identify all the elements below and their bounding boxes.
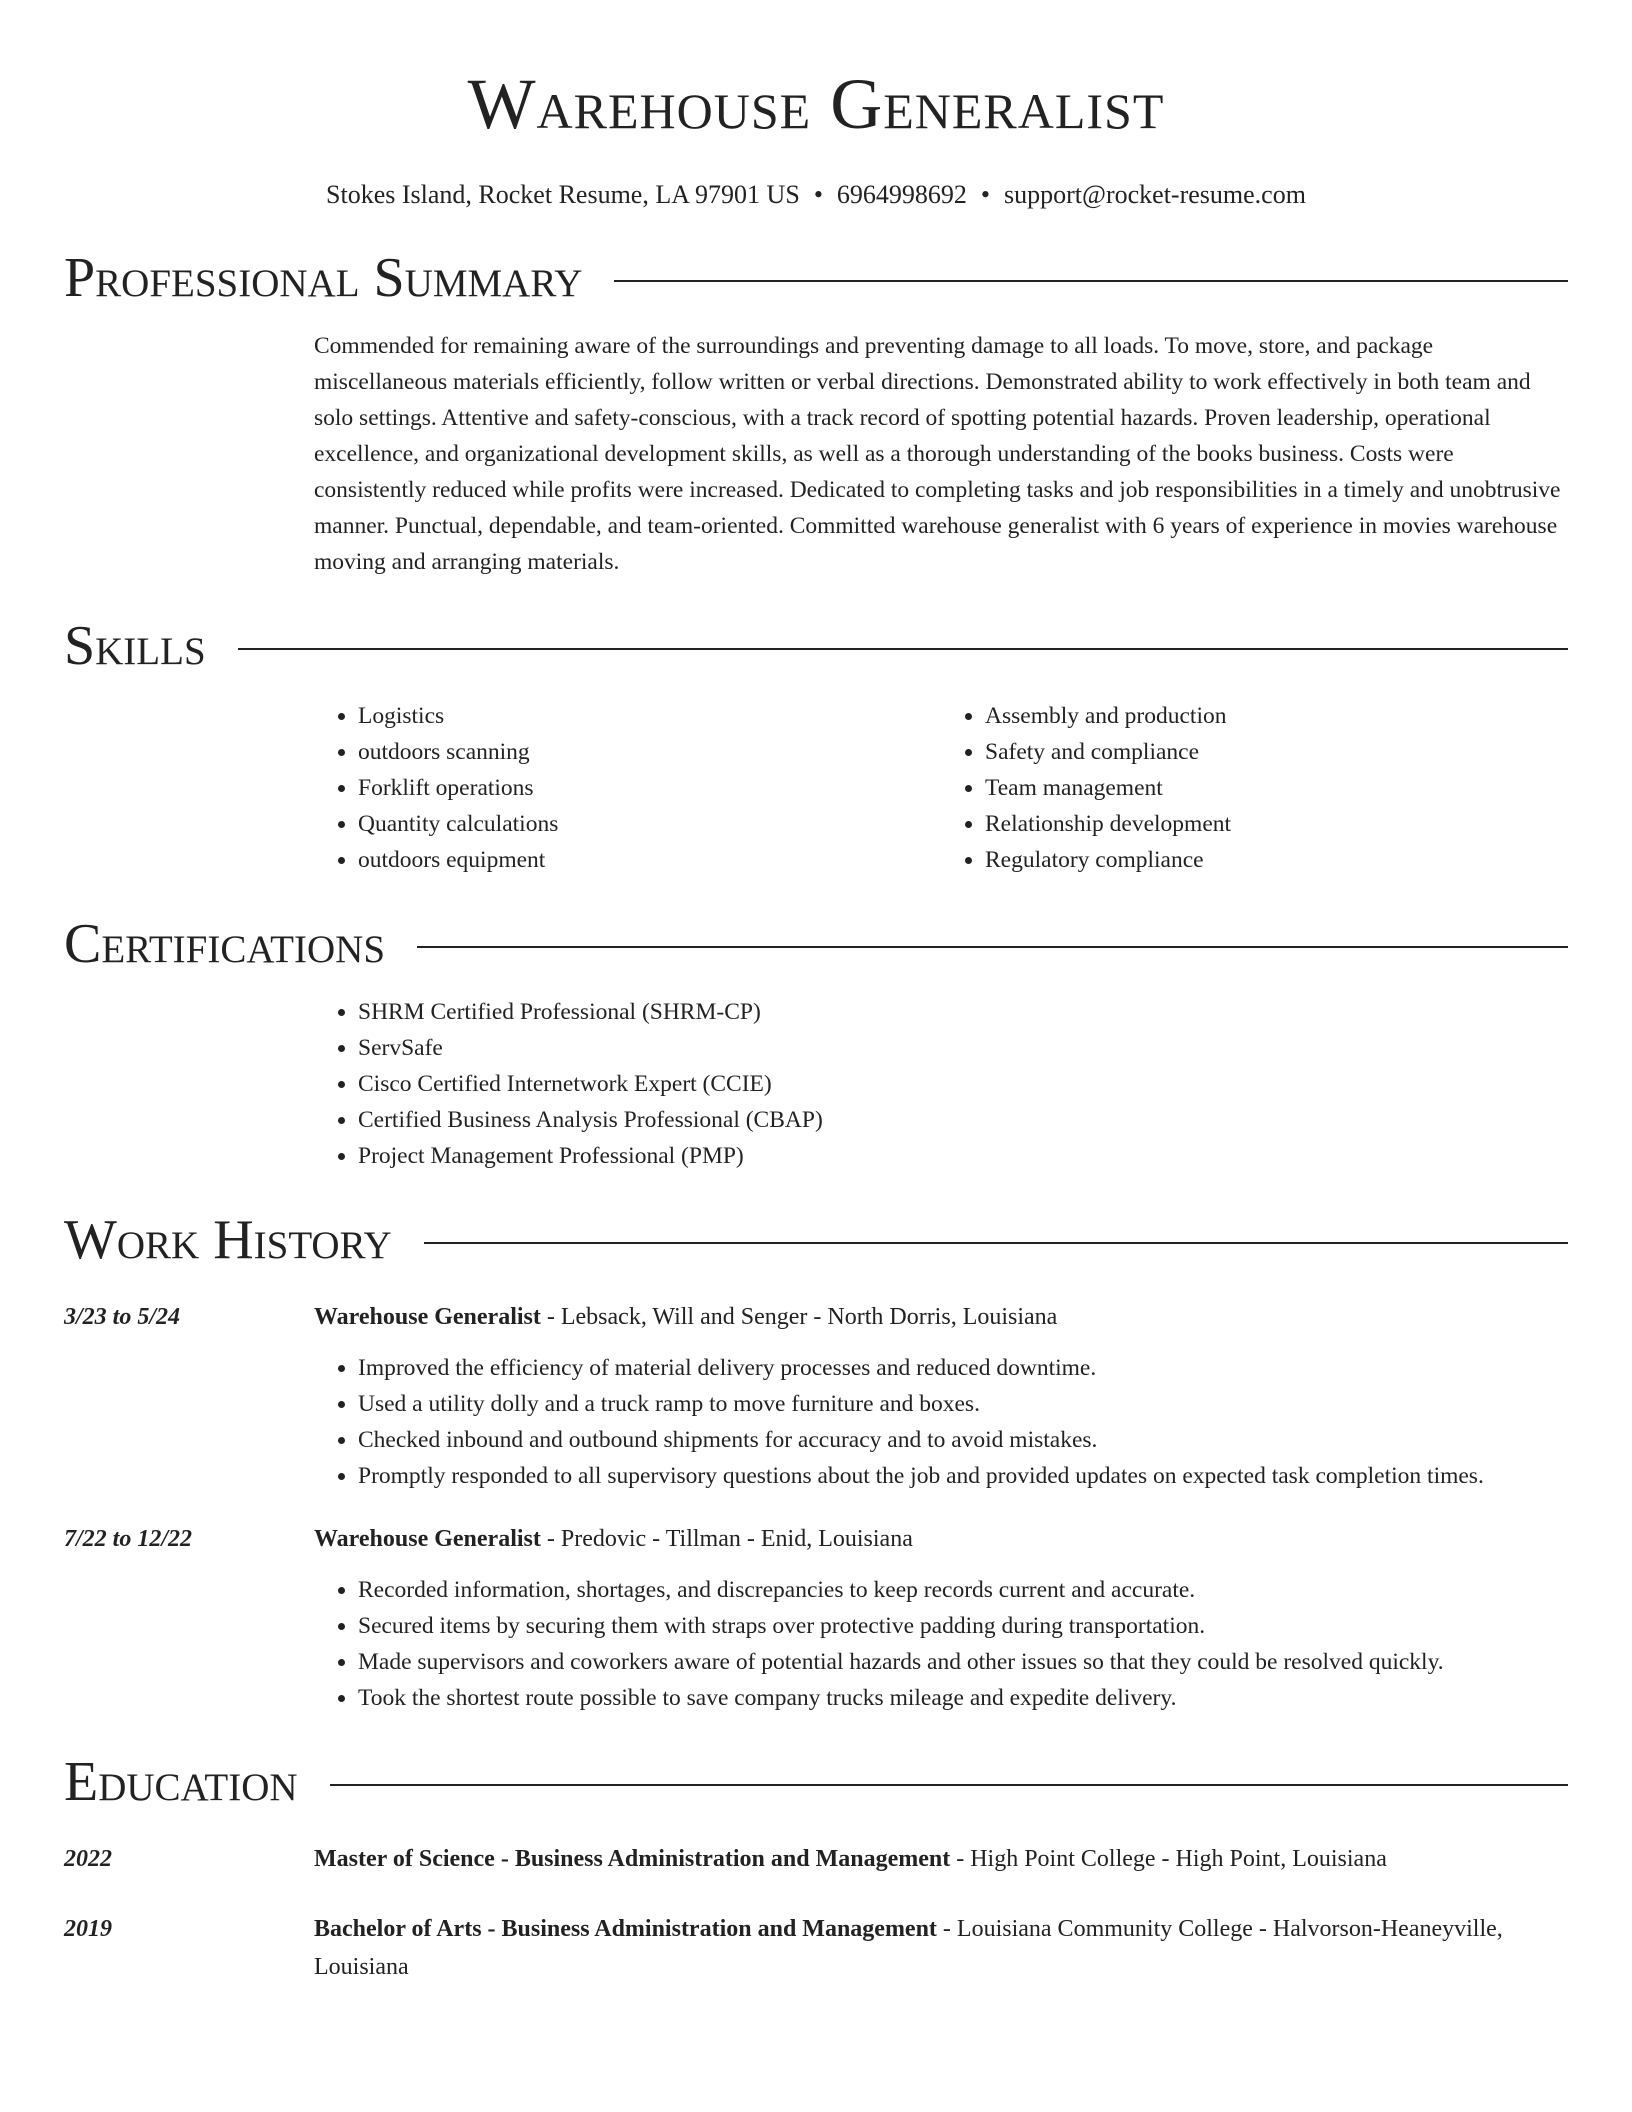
certifications-list bbox=[314, 994, 1568, 1174]
work-heading bbox=[64, 1208, 1568, 1272]
contact-address: Stokes Island, Rocket Resume, LA 97901 US bbox=[326, 180, 800, 209]
summary-heading bbox=[64, 246, 1568, 310]
skill-item: • Regulatory compliance bbox=[985, 842, 1568, 878]
skill-item: • Quantity calculations bbox=[358, 806, 941, 842]
summary-title: Professional Summary bbox=[64, 247, 583, 309]
job-bullets-block bbox=[314, 1572, 1568, 1716]
certification-item: • ServSafe bbox=[358, 1030, 1568, 1066]
job-bullets bbox=[314, 1350, 1568, 1494]
job-bullet: • Took the shortest route possible to save company trucks mileage and expedite delivery. bbox=[358, 1680, 1568, 1716]
education-title: Education bbox=[64, 1751, 298, 1813]
contact-line bbox=[64, 178, 1568, 212]
certifications-section bbox=[64, 912, 1568, 1174]
job-dates: 7/22 to 12/22 bbox=[64, 1526, 193, 1552]
summary-text: Commended for remaining aware of the surroundings and preventing damage to all loads. To move, store, and package miscellaneous materials efficiently, follow written or verbal directions. Demonstrated ability to work effectively in both team and solo settings. Attentive and safety-conscious, with a track record of spotting potential hazards. Proven leadership, operational excellence, and organizational development skills, as well as a thorough understanding of the books business. Costs were consistently reduced while profits were increased. Dedicated to completing tasks and job responsibilities in a timely and unobtrusive manner. Punctual, dependable, and team-oriented. Committed warehouse generalist with 6 years of experience in movies warehouse moving and arranging materials. bbox=[314, 333, 1561, 575]
job-company: - Predovic - Tillman - Enid, Louisiana bbox=[540, 1526, 913, 1552]
skills-columns bbox=[314, 698, 1568, 878]
contact-separator: • bbox=[813, 180, 823, 209]
contact-separator: • bbox=[980, 180, 991, 209]
certification-item: • Project Management Professional (PMP) bbox=[358, 1138, 1568, 1174]
education-year: 2019 bbox=[64, 1916, 112, 1942]
job-bullet: • Recorded information, shortages, and discrepancies to keep records current and accurate. bbox=[358, 1572, 1568, 1608]
job-bullets-block bbox=[314, 1350, 1568, 1494]
contact-email: support@rocket-resume.com bbox=[1004, 180, 1306, 209]
skill-item: • Logistics bbox=[358, 698, 941, 734]
certification-item: • Certified Business Analysis Professional (CBAP) bbox=[358, 1102, 1568, 1138]
skills-section bbox=[64, 614, 1568, 878]
job-bullets bbox=[314, 1572, 1568, 1716]
education-detail bbox=[314, 1910, 1568, 1986]
certification-item: • SHRM Certified Professional (SHRM-CP) bbox=[358, 994, 1568, 1030]
education-school: - High Point College - High Point, Louisiana bbox=[950, 1846, 1387, 1872]
certifications-title: Certifications bbox=[64, 913, 386, 975]
skill-item: • Forklift operations bbox=[358, 770, 941, 806]
job-entry bbox=[64, 1298, 1568, 1494]
skill-item: • Safety and compliance bbox=[985, 734, 1568, 770]
job-detail bbox=[314, 1298, 1568, 1336]
certifications-heading bbox=[64, 912, 1568, 976]
job-bullet: • Secured items by securing them with straps over protective padding during transportation. bbox=[358, 1608, 1568, 1644]
summary-section bbox=[64, 246, 1568, 580]
education-entry bbox=[64, 1910, 1568, 1986]
skills-list-right bbox=[941, 698, 1568, 878]
section-divider bbox=[330, 1784, 1568, 1786]
job-header bbox=[64, 1298, 1568, 1336]
job-bullet: • Used a utility dolly and a truck ramp to move furniture and boxes. bbox=[358, 1386, 1568, 1422]
education-detail bbox=[314, 1840, 1568, 1878]
education-heading bbox=[64, 1750, 1568, 1814]
work-section bbox=[64, 1208, 1568, 1716]
job-header bbox=[64, 1520, 1568, 1558]
skill-item: • outdoors scanning bbox=[358, 734, 941, 770]
job-entry bbox=[64, 1520, 1568, 1716]
certifications-block bbox=[314, 994, 1568, 1174]
education-degree: Bachelor of Arts - Business Administration and Management bbox=[314, 1916, 937, 1942]
job-bullet: • Promptly responded to all supervisory questions about the job and provided updates on expected task completion times. bbox=[358, 1458, 1568, 1494]
skill-item: • Assembly and production bbox=[985, 698, 1568, 734]
education-school: - Louisiana Community College - Halvorson-Heaneyville, Louisiana bbox=[314, 1916, 1503, 1980]
section-divider bbox=[614, 280, 1568, 282]
job-bullet: • Checked inbound and outbound shipments for accuracy and to avoid mistakes. bbox=[358, 1422, 1568, 1458]
job-dates: 3/23 to 5/24 bbox=[64, 1304, 181, 1330]
education-degree: Master of Science - Business Administration and Management bbox=[314, 1846, 951, 1872]
skills-title: Skills bbox=[64, 615, 206, 677]
section-divider bbox=[424, 1242, 1568, 1244]
section-divider bbox=[238, 648, 1568, 650]
education-year: 2022 bbox=[64, 1846, 112, 1872]
section-divider bbox=[417, 946, 1568, 948]
job-bullet: • Improved the efficiency of material delivery processes and reduced downtime. bbox=[358, 1350, 1568, 1386]
job-role: Warehouse Generalist bbox=[314, 1304, 541, 1330]
certification-item: • Cisco Certified Internetwork Expert (CCIE) bbox=[358, 1066, 1568, 1102]
skill-item: • Team management bbox=[985, 770, 1568, 806]
contact-phone: 6964998692 bbox=[836, 180, 967, 209]
job-company: - Lebsack, Will and Senger - North Dorris, Louisiana bbox=[540, 1304, 1058, 1330]
work-title: Work History bbox=[64, 1209, 392, 1271]
job-detail bbox=[314, 1520, 1568, 1558]
job-role: Warehouse Generalist bbox=[314, 1526, 541, 1552]
education-section bbox=[64, 1750, 1568, 1986]
skill-item: • Relationship development bbox=[985, 806, 1568, 842]
skills-heading bbox=[64, 614, 1568, 678]
skill-item: • outdoors equipment bbox=[358, 842, 941, 878]
education-entry bbox=[64, 1840, 1568, 1878]
job-bullet: • Made supervisors and coworkers aware of potential hazards and other issues so that they could be resolved quickly. bbox=[358, 1644, 1568, 1680]
skills-list-left bbox=[314, 698, 941, 878]
resume-name: Warehouse Generalist bbox=[467, 64, 1165, 144]
